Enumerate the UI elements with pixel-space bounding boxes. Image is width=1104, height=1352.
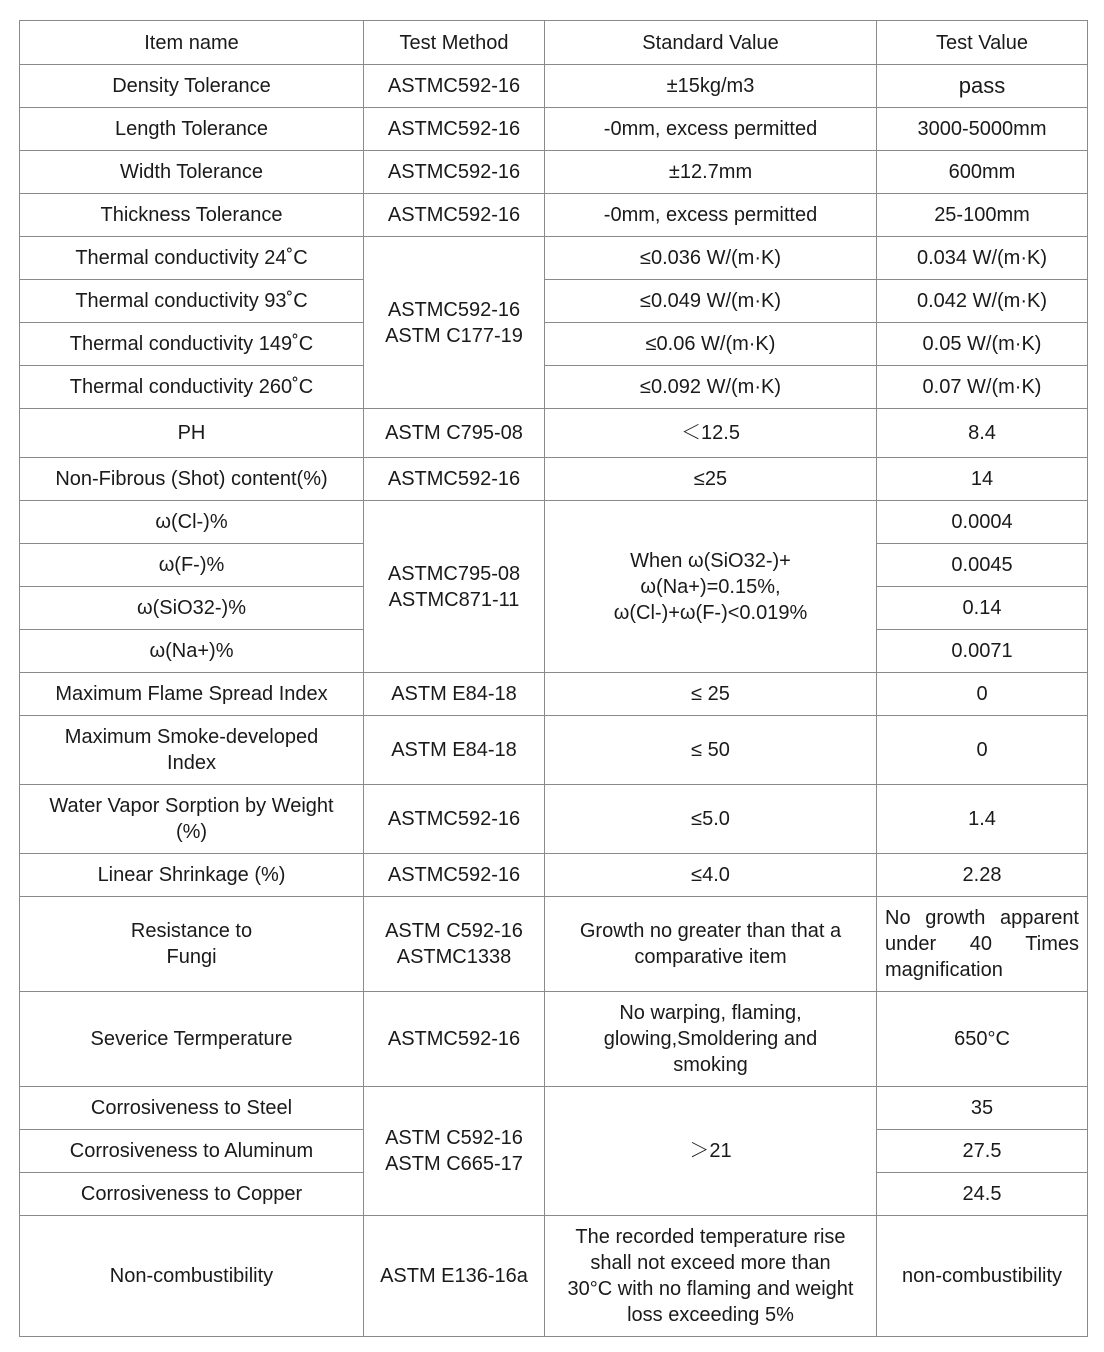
cell-text: Thickness Tolerance	[100, 204, 283, 226]
cell-text: Thermal conductivity 149˚C	[69, 333, 314, 355]
cell-text: ω(Na+)=0.15%,	[640, 575, 781, 598]
cell-text: 14	[970, 468, 994, 490]
table-row	[20, 366, 1088, 409]
test-value-cell	[877, 587, 1088, 630]
cell-text: 0	[976, 683, 988, 705]
cell-text: Corrosiveness to Aluminum	[69, 1140, 314, 1162]
cell-text: ASTMC592-16	[387, 808, 521, 830]
cell-text: 650°C	[954, 1028, 1010, 1050]
standard-value-cell	[545, 716, 877, 785]
cell-text: (%)	[175, 821, 208, 843]
cell-text: ASTMC592-16	[387, 75, 521, 97]
cell-text: ＞21	[689, 1140, 732, 1162]
cell-text: Non-combustibility	[109, 1265, 274, 1287]
table-row	[20, 108, 1088, 151]
standard-value-cell	[545, 108, 877, 151]
cell-text: pass	[958, 73, 1006, 98]
cell-text: Non-Fibrous (Shot) content(%)	[55, 468, 328, 490]
test-value-cell	[877, 630, 1088, 673]
item-name-cell	[20, 587, 364, 630]
cell-text: Thermal conductivity 24˚C	[75, 247, 308, 269]
cell-text: Index	[167, 752, 216, 774]
cell-text: ω(Cl-)%	[155, 511, 228, 533]
item-name-cell	[20, 323, 364, 366]
test-value-cell	[877, 1087, 1088, 1130]
test-value-cell	[877, 237, 1088, 280]
table-header-row	[20, 21, 1088, 65]
header-test-value: Test Value	[877, 21, 1088, 65]
cell-text: ≤25	[693, 468, 728, 490]
table-row	[20, 323, 1088, 366]
test-value-cell	[877, 458, 1088, 501]
cell-text: Water Vapor Sorption by Weight	[49, 795, 334, 817]
cell-text: -0mm, excess permitted	[603, 204, 818, 226]
test-value-cell	[877, 280, 1088, 323]
cell-text: ASTMC592-16	[387, 468, 521, 490]
test-method-cell	[364, 673, 545, 716]
item-name-cell	[20, 673, 364, 716]
cell-text: Severice Termperature	[90, 1028, 293, 1050]
cell-text: ≤4.0	[691, 864, 730, 886]
table-row	[20, 716, 1088, 785]
cell-text: ASTMC1338	[396, 946, 512, 968]
cell-text: ASTMC795-08	[387, 562, 521, 585]
cell-text: 600mm	[948, 161, 1016, 183]
test-value-cell	[877, 108, 1088, 151]
cell-text: ≤ 50	[691, 739, 730, 761]
standard-value-cell	[545, 501, 877, 673]
test-method-cell	[364, 1216, 545, 1337]
cell-text: shall not exceed more than	[590, 1252, 831, 1274]
test-value-cell	[877, 992, 1088, 1087]
cell-text: The recorded temperature rise	[575, 1226, 846, 1248]
standard-value-cell	[545, 280, 877, 323]
header-standard-value: Standard Value	[545, 21, 877, 65]
cell-text: Corrosiveness to Steel	[90, 1097, 293, 1119]
cell-text: ASTM C795-08	[385, 422, 523, 444]
cell-text: 24.5	[962, 1183, 1002, 1205]
item-name-cell	[20, 65, 364, 108]
test-value-cell	[877, 366, 1088, 409]
standard-value-cell	[545, 237, 877, 280]
test-value-cell	[877, 194, 1088, 237]
table-row	[20, 151, 1088, 194]
cell-text: loss exceeding 5%	[627, 1304, 794, 1326]
cell-text: 27.5	[962, 1140, 1002, 1162]
cell-text: ±12.7mm	[668, 161, 753, 183]
cell-text: ASTMC592-16	[387, 204, 521, 226]
cell-text: ω(F-)%	[158, 554, 225, 576]
table-row	[20, 897, 1088, 992]
test-value-cell	[877, 1216, 1088, 1337]
item-name-cell	[20, 458, 364, 501]
cell-text: ASTMC592-16	[387, 118, 521, 140]
table-row	[20, 194, 1088, 237]
test-value-cell	[877, 716, 1088, 785]
standard-value-cell	[545, 194, 877, 237]
cell-text: ASTM C177-19	[385, 324, 523, 347]
cell-text: glowing,Smoldering and	[603, 1028, 818, 1050]
test-method-cell	[364, 237, 545, 409]
cell-text: PH	[177, 422, 206, 444]
specification-table	[19, 20, 1088, 1337]
test-value-cell	[877, 323, 1088, 366]
test-method-cell	[364, 1087, 545, 1216]
cell-text: ASTM C592-16	[385, 920, 523, 942]
item-name-cell	[20, 992, 364, 1087]
cell-text: Length Tolerance	[114, 118, 269, 140]
cell-text: ASTM E84-18	[391, 739, 517, 761]
standard-value-cell	[545, 323, 877, 366]
test-value-cell	[877, 544, 1088, 587]
item-name-cell	[20, 151, 364, 194]
cell-text: ≤0.092 W/(m·K)	[640, 376, 781, 398]
cell-text: 35	[970, 1097, 994, 1119]
test-method-cell	[364, 65, 545, 108]
item-name-cell	[20, 630, 364, 673]
cell-text: 0.0045	[951, 554, 1013, 576]
test-method-cell	[364, 458, 545, 501]
test-value-cell	[877, 785, 1088, 854]
item-name-cell	[20, 108, 364, 151]
cell-text: 30°C with no flaming and weight	[567, 1278, 854, 1300]
item-name-cell	[20, 237, 364, 280]
table-row	[20, 409, 1088, 458]
cell-text: 0.042 W/(m·K)	[916, 290, 1048, 312]
specification-table-body	[20, 21, 1088, 1337]
cell-text: ASTM C665-17	[385, 1153, 523, 1175]
cell-text: 1.4	[968, 808, 996, 830]
cell-text: ＜12.5	[681, 422, 740, 444]
cell-text: ≤0.06 W/(m·K)	[645, 333, 776, 355]
standard-value-cell	[545, 854, 877, 897]
table-row	[20, 1087, 1088, 1130]
cell-text: 2.28	[962, 864, 1002, 886]
cell-text: 0.14	[962, 597, 1002, 619]
standard-value-cell	[545, 992, 877, 1087]
item-name-cell	[20, 1173, 364, 1216]
cell-text: ≤0.036 W/(m·K)	[640, 247, 781, 269]
test-method-cell	[364, 194, 545, 237]
cell-text: ASTM E84-18	[391, 683, 517, 705]
test-method-cell	[364, 897, 545, 992]
cell-text: ≤0.049 W/(m·K)	[640, 290, 781, 312]
table-row	[20, 501, 1088, 544]
cell-text: ω(Na+)%	[149, 640, 234, 662]
test-value-cell	[877, 854, 1088, 897]
test-value-cell	[877, 1173, 1088, 1216]
cell-text: ASTMC592-16	[387, 864, 521, 886]
standard-value-cell	[545, 1087, 877, 1216]
test-value-cell	[877, 501, 1088, 544]
cell-text: ASTM C592-16	[385, 1127, 523, 1149]
test-method-cell	[364, 854, 545, 897]
cell-text: When ω(SiO32-)+	[630, 549, 791, 572]
test-method-cell	[364, 108, 545, 151]
header-item-name: Item name	[20, 21, 364, 65]
test-method-cell	[364, 992, 545, 1087]
cell-text: smoking	[673, 1054, 748, 1076]
cell-text: comparative item	[634, 946, 787, 968]
item-name-cell	[20, 280, 364, 323]
standard-value-cell	[545, 458, 877, 501]
table-row	[20, 237, 1088, 280]
test-value-cell	[877, 151, 1088, 194]
item-name-cell	[20, 716, 364, 785]
cell-text: non-combustibility	[901, 1265, 1063, 1287]
test-value-cell	[877, 65, 1088, 108]
cell-text: ASTMC592-16	[387, 161, 521, 183]
header-test-method: Test Method	[364, 21, 545, 65]
standard-value-cell	[545, 366, 877, 409]
cell-text: Corrosiveness to Copper	[80, 1183, 303, 1205]
cell-text: 0.034 W/(m·K)	[916, 247, 1048, 269]
cell-text: 0.0004	[951, 511, 1013, 533]
standard-value-cell	[545, 409, 877, 458]
cell-text: Thermal conductivity 260˚C	[69, 376, 314, 398]
item-name-cell	[20, 366, 364, 409]
cell-text: ASTMC592-16	[387, 1028, 521, 1050]
table-row	[20, 785, 1088, 854]
item-name-cell	[20, 1216, 364, 1337]
cell-text: ω(Cl-)+ω(F-)<0.019%	[613, 601, 808, 624]
table-row	[20, 992, 1088, 1087]
cell-text: Linear Shrinkage (%)	[97, 864, 286, 886]
table-row	[20, 854, 1088, 897]
cell-text: 0.05 W/(m·K)	[922, 333, 1042, 355]
cell-text: No growth apparent under 40 Times magnification	[885, 907, 1079, 981]
item-name-cell	[20, 897, 364, 992]
cell-text: 25-100mm	[934, 204, 1030, 226]
standard-value-cell	[545, 151, 877, 194]
standard-value-cell	[545, 65, 877, 108]
cell-text: 3000-5000mm	[917, 118, 1047, 140]
cell-text: 0.0071	[951, 640, 1013, 662]
test-value-cell	[877, 897, 1088, 992]
cell-text: Growth no greater than that a	[579, 920, 842, 942]
test-method-cell	[364, 501, 545, 673]
cell-text: Resistance to	[130, 920, 253, 942]
item-name-cell	[20, 854, 364, 897]
cell-text: ω(SiO32-)%	[137, 597, 246, 619]
test-value-cell	[877, 409, 1088, 458]
item-name-cell	[20, 194, 364, 237]
cell-text: Maximum Smoke-developed	[64, 726, 319, 748]
cell-text: ±15kg/m3	[666, 75, 755, 97]
table-row	[20, 1216, 1088, 1337]
cell-text: 0.07 W/(m·K)	[922, 376, 1042, 398]
table-row	[20, 458, 1088, 501]
cell-text: ASTMC592-16	[387, 298, 521, 321]
test-value-cell	[877, 1130, 1088, 1173]
cell-text: Density Tolerance	[112, 75, 271, 97]
table-row	[20, 280, 1088, 323]
test-method-cell	[364, 409, 545, 458]
cell-text: ASTM E136-16a	[380, 1265, 528, 1287]
cell-text: 8.4	[968, 422, 996, 444]
item-name-cell	[20, 544, 364, 587]
cell-text: Maximum Flame Spread Index	[55, 683, 328, 705]
test-method-cell	[364, 151, 545, 194]
cell-text: Thermal conductivity 93˚C	[75, 290, 308, 312]
standard-value-cell	[545, 1216, 877, 1337]
item-name-cell	[20, 1130, 364, 1173]
cell-text: 0	[976, 739, 988, 761]
item-name-cell	[20, 785, 364, 854]
cell-text: -0mm, excess permitted	[603, 118, 818, 140]
test-method-cell	[364, 785, 545, 854]
item-name-cell	[20, 409, 364, 458]
test-value-cell	[877, 673, 1088, 716]
cell-text: ≤ 25	[691, 683, 730, 705]
standard-value-cell	[545, 785, 877, 854]
table-row	[20, 65, 1088, 108]
item-name-cell	[20, 1087, 364, 1130]
item-name-cell	[20, 501, 364, 544]
cell-text: Width Tolerance	[119, 161, 264, 183]
standard-value-cell	[545, 673, 877, 716]
cell-text: ≤5.0	[691, 808, 730, 830]
cell-text: No warping, flaming,	[619, 1002, 802, 1024]
test-method-cell	[364, 716, 545, 785]
standard-value-cell	[545, 897, 877, 992]
cell-text: ASTMC871-11	[388, 588, 520, 611]
table-row	[20, 673, 1088, 716]
cell-text: Fungi	[166, 946, 217, 968]
